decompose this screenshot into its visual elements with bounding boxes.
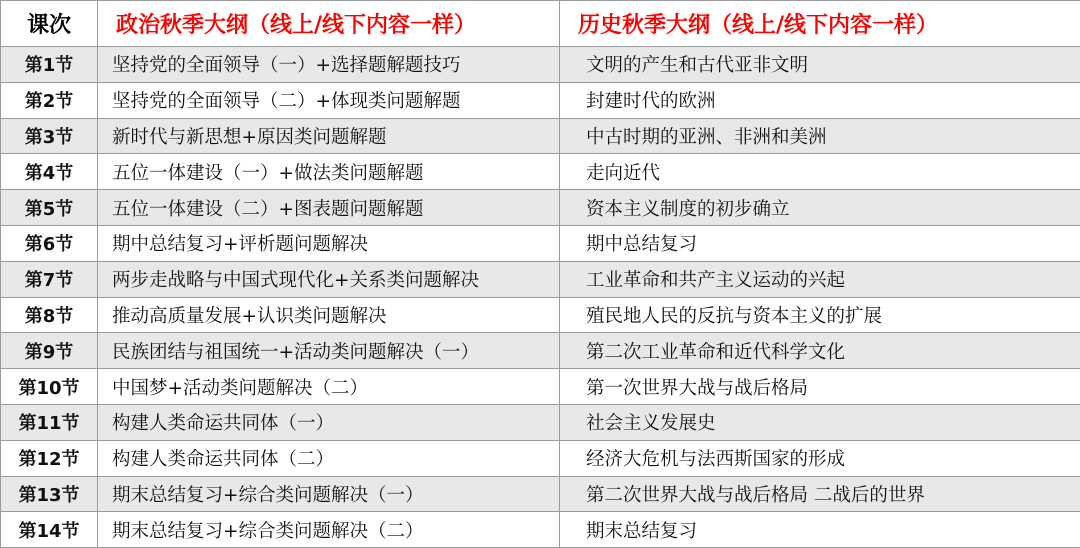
lesson-cell: 第11节	[1, 404, 98, 440]
history-cell: 第二次世界大战与战后格局 二战后的世界	[560, 476, 1080, 512]
lesson-cell: 第14节	[1, 512, 98, 548]
politics-cell: 坚持党的全面领导（一）+选择题解题技巧	[98, 47, 560, 83]
lesson-cell: 第1节	[1, 47, 98, 83]
lesson-cell: 第9节	[1, 333, 98, 369]
table-row	[1, 404, 1080, 440]
table-row	[1, 118, 1080, 154]
politics-cell: 新时代与新思想+原因类问题解题	[98, 118, 560, 154]
politics-cell: 期中总结复习+评析题问题解决	[98, 225, 560, 261]
lesson-cell: 第7节	[1, 261, 98, 297]
history-cell: 封建时代的欧洲	[560, 82, 1080, 118]
lesson-cell: 第4节	[1, 154, 98, 190]
history-cell: 期末总结复习	[560, 512, 1080, 548]
politics-cell: 两步走战略与中国式现代化+关系类问题解决	[98, 261, 560, 297]
politics-cell: 五位一体建设（一）+做法类问题解题	[98, 154, 560, 190]
politics-cell: 坚持党的全面领导（二）+体现类问题解题	[98, 82, 560, 118]
table-row	[1, 512, 1080, 548]
table-row	[1, 476, 1080, 512]
history-cell: 殖民地人民的反抗与资本主义的扩展	[560, 297, 1080, 333]
politics-cell: 推动高质量发展+认识类问题解决	[98, 297, 560, 333]
table-row	[1, 225, 1080, 261]
table-row	[1, 47, 1080, 83]
politics-cell: 构建人类命运共同体（二）	[98, 440, 560, 476]
table-row	[1, 440, 1080, 476]
history-cell: 第二次工业革命和近代科学文化	[560, 333, 1080, 369]
table-row	[1, 190, 1080, 226]
politics-cell: 民族团结与祖国统一+活动类问题解决（一）	[98, 333, 560, 369]
politics-cell: 中国梦+活动类问题解决（二）	[98, 369, 560, 405]
politics-cell: 期末总结复习+综合类问题解决（二）	[98, 512, 560, 548]
history-cell: 期中总结复习	[560, 225, 1080, 261]
header-row	[1, 1, 1080, 47]
history-cell: 走向近代	[560, 154, 1080, 190]
lesson-cell: 第5节	[1, 190, 98, 226]
table-row	[1, 261, 1080, 297]
lesson-column-header: 课次	[1, 1, 98, 47]
table-row	[1, 333, 1080, 369]
table-row	[1, 82, 1080, 118]
table-row	[1, 297, 1080, 333]
history-cell: 中古时期的亚洲、非洲和美洲	[560, 118, 1080, 154]
table-row	[1, 369, 1080, 405]
history-cell: 资本主义制度的初步确立	[560, 190, 1080, 226]
history-cell: 工业革命和共产主义运动的兴起	[560, 261, 1080, 297]
politics-cell: 五位一体建设（二）+图表题问题解题	[98, 190, 560, 226]
politics-cell: 期末总结复习+综合类问题解决（一）	[98, 476, 560, 512]
lesson-cell: 第6节	[1, 225, 98, 261]
politics-cell: 构建人类命运共同体（一）	[98, 404, 560, 440]
lesson-cell: 第8节	[1, 297, 98, 333]
lesson-cell: 第13节	[1, 476, 98, 512]
table-row	[1, 154, 1080, 190]
lesson-cell: 第10节	[1, 369, 98, 405]
lesson-cell: 第12节	[1, 440, 98, 476]
history-cell: 经济大危机与法西斯国家的形成	[560, 440, 1080, 476]
lesson-cell: 第2节	[1, 82, 98, 118]
politics-column-header: 政治秋季大纲（线上/线下内容一样）	[98, 1, 560, 47]
history-cell: 第一次世界大战与战后格局	[560, 369, 1080, 405]
history-cell: 社会主义发展史	[560, 404, 1080, 440]
lesson-cell: 第3节	[1, 118, 98, 154]
history-column-header: 历史秋季大纲（线上/线下内容一样）	[560, 1, 1080, 47]
history-cell: 文明的产生和古代亚非文明	[560, 47, 1080, 83]
